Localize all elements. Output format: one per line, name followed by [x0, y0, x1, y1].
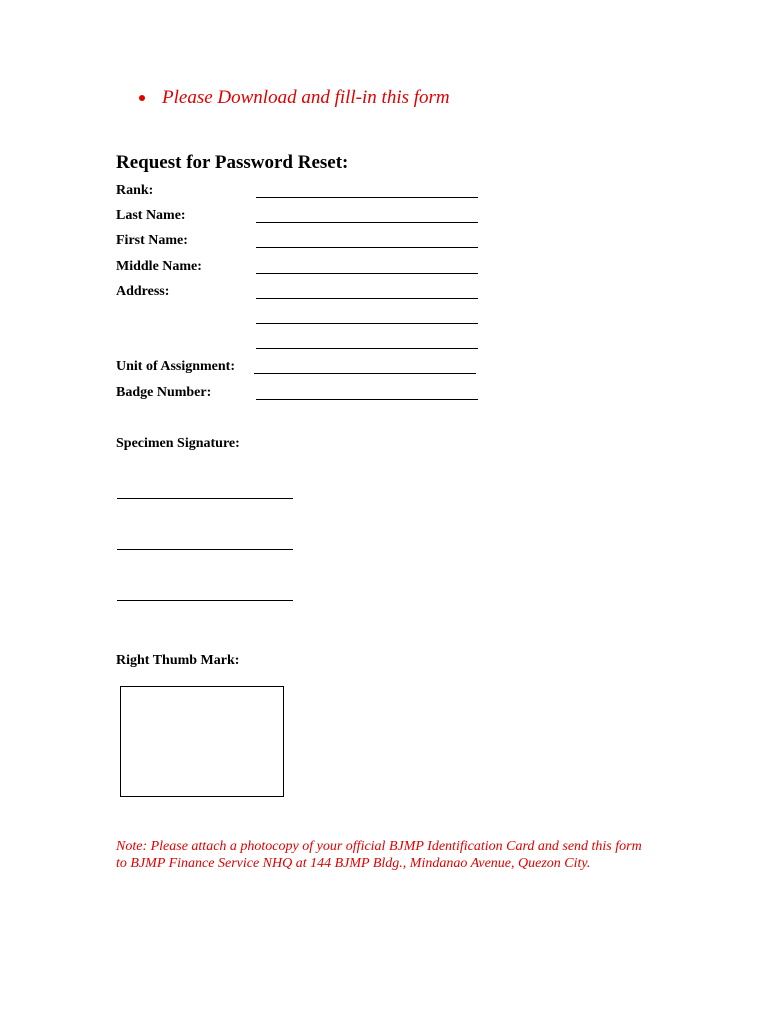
address-label: Address:: [116, 284, 170, 299]
signature-line-3[interactable]: [117, 600, 293, 601]
badge-number-field[interactable]: [256, 399, 478, 400]
bullet-icon: [139, 95, 145, 101]
note-text: Note: Please attach a photocopy of your official BJMP Identification Card and send this form to BJMP Finance Service NHQ at 144 BJMP Bldg., Mindanao Avenue, Quezon City.: [116, 839, 642, 871]
instruction-text: Please Download and fill-in this form: [162, 87, 450, 108]
rank-label: Rank:: [116, 183, 154, 198]
address-field-line-1[interactable]: [256, 298, 478, 299]
unit-of-assignment-label: Unit of Assignment:: [116, 359, 236, 374]
address-field-line-2[interactable]: [256, 323, 478, 324]
rank-field[interactable]: [256, 197, 478, 198]
signature-line-1[interactable]: [117, 498, 293, 499]
first-name-label: First Name:: [116, 233, 188, 248]
first-name-field[interactable]: [256, 247, 478, 248]
last-name-field[interactable]: [256, 222, 478, 223]
form-title: Request for Password Reset:: [116, 152, 349, 173]
address-field-line-3[interactable]: [256, 348, 478, 349]
unit-of-assignment-field[interactable]: [254, 373, 476, 374]
thumb-mark-box[interactable]: [120, 686, 284, 797]
middle-name-field[interactable]: [256, 273, 478, 274]
last-name-label: Last Name:: [116, 208, 186, 223]
specimen-signature-label: Specimen Signature:: [116, 436, 240, 451]
signature-line-2[interactable]: [117, 549, 293, 550]
badge-number-label: Badge Number:: [116, 385, 212, 400]
right-thumb-mark-label: Right Thumb Mark:: [116, 653, 240, 668]
middle-name-label: Middle Name:: [116, 259, 202, 274]
